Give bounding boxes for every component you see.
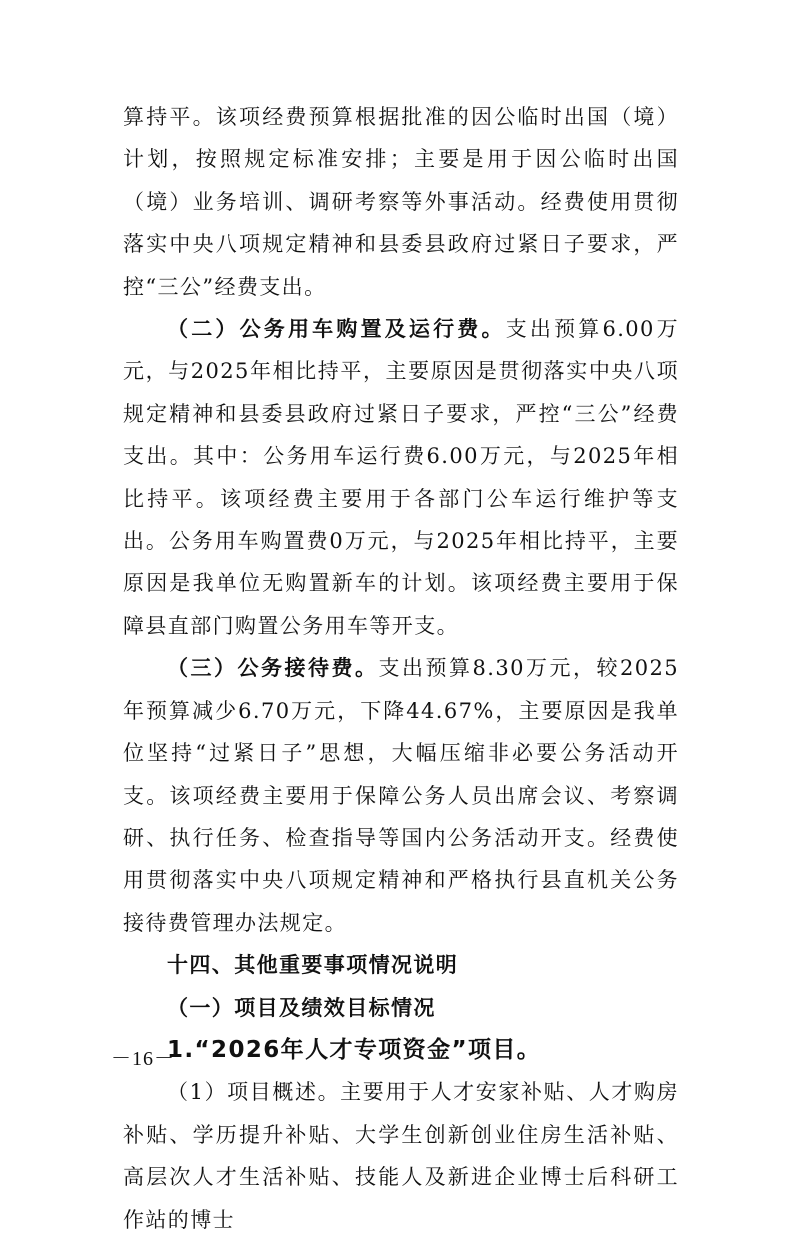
document-body [123,96,679,1241]
page-number: －16－ [111,1048,175,1070]
paragraph-reception-costs [123,647,679,944]
paragraph-title: （三）公务接待费。 [167,656,379,681]
paragraph-vehicle-costs [123,308,679,647]
paragraph-project-overview: （1）项目概述。主要用于人才安家补贴、人才购房补贴、学历提升补贴、大学生创新创业住房生活补贴、高层次人才生活补贴、技能人及新进企业博士后科研工作站的博士 [123,1080,679,1232]
paragraph-travel-abroad: 算持平。该项经费预算根据批准的因公临时出国（境）计划，按照规定标准安排；主要是用于因公临时出国（境）业务培训、调研考察等外事活动。经费使用贯彻落实中央八项规定精神和县委县政府过紧日子要求，严控“三公”经费支出。 [123,105,679,299]
paragraph-text: 支出预算8.30万元，较2025年预算减少6.70万元，下降44.67%，主要原因是我单位坚持“过紧日子”思想，大幅压缩非必要公务活动开支。该项经费主要用于保障公务人员出席会议、考察调研、执行任务、检查指导等国内公务活动开支。经费使用贯彻落实中央八项规定精神和严格执行县直机关公务接待费管理办法规定。 [123,656,679,935]
paragraph-title: （二）公务用车购置及运行费。 [167,317,506,342]
paragraph-text: 支出预算6.00万元，与2025年相比持平，主要原因是贯彻落实中央八项规定精神和县委县政府过紧日子要求，严控“三公”经费支出。其中：公务用车运行费6.00万元，与2025年相比持平。该项经费主要用于各部门公车运行维护等支出。公务用车购置费0万元，与2025年相比持平，主要原因是我单位无购置新车的计划。该项经费主要用于保障县直部门购置公务用车等开支。 [123,317,680,638]
section-heading-14: 十四、其他重要事项情况说明 [167,953,459,978]
subsection-heading-1: （一）项目及绩效目标情况 [167,995,436,1020]
item-heading-talent-fund: 1.“2026年人才专项资金”项目。 [167,1036,542,1063]
